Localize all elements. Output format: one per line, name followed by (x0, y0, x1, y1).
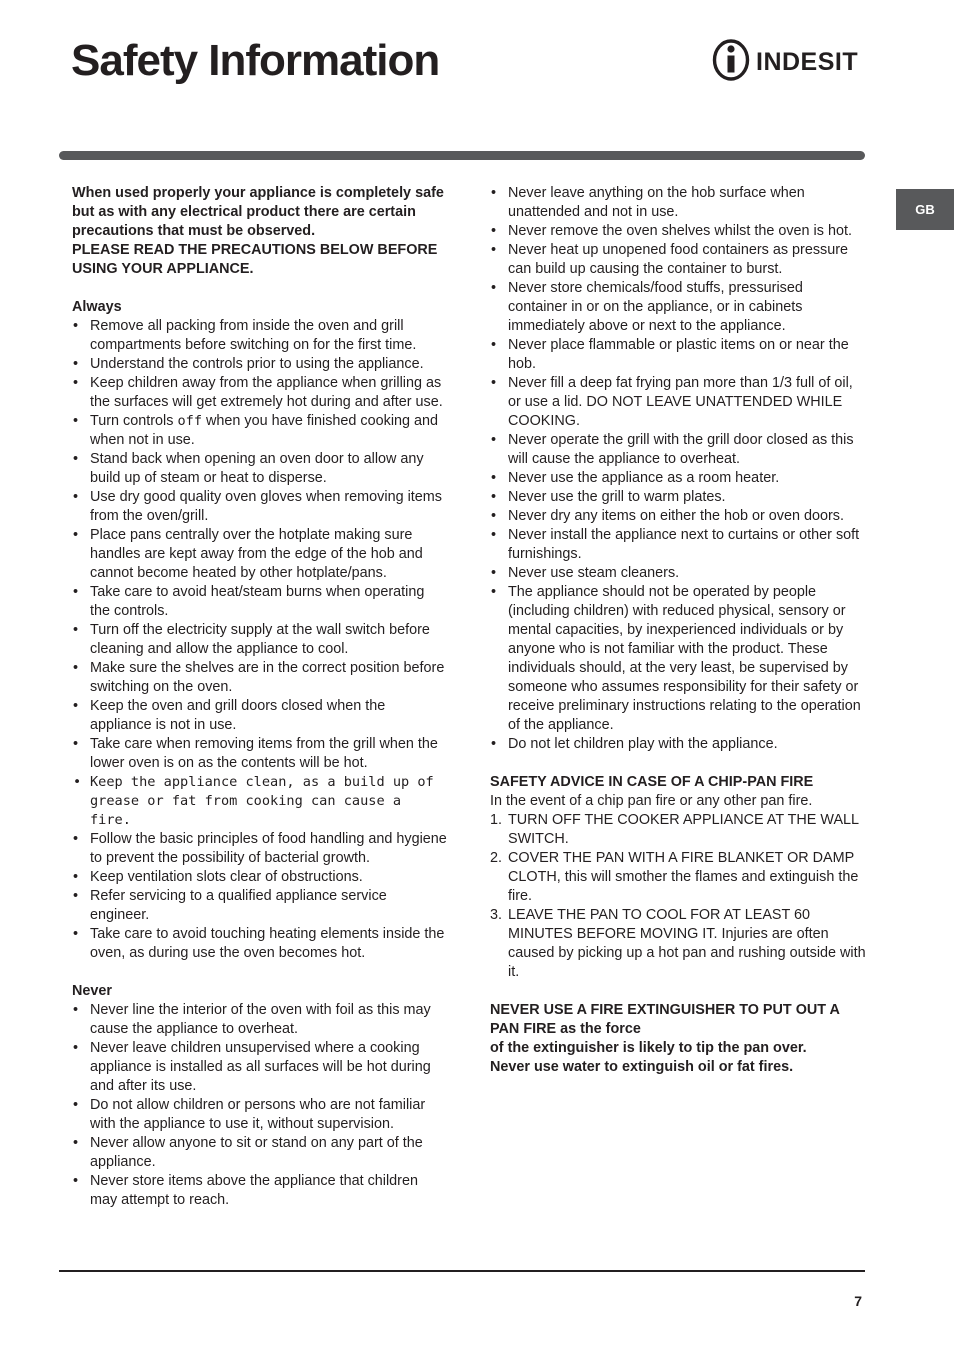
always-list (72, 317, 448, 963)
indesit-logo (712, 38, 868, 82)
language-tab: GB (896, 189, 954, 230)
list-item: • Take care when removing items from the grill when the lower oven is on as the contents will be hot. (72, 735, 448, 773)
list-item: • The appliance should not be operated by people (including children) with reduced physical, sensory or mental capacities, by inexperienced individuals or by anyone who is not familiar with the product. These individuals should, at the very least, be supervised by someone who assumes responsibility for their safety or receive preliminary instructions relating to the operation of the appliance. (490, 583, 866, 735)
list-item: • Never heat up unopened food containers as pressure can build up causing the container to burst. (490, 241, 866, 279)
list-item: • Keep children away from the appliance when grilling as the surfaces will get extremely hot during and after use. (72, 374, 448, 412)
list-item: • Never allow anyone to sit or stand on any part of the appliance. (72, 1134, 448, 1172)
item-text: Turn controls (90, 413, 178, 429)
list-item: • Never remove the oven shelves whilst the oven is hot. (490, 222, 866, 241)
step-text: COVER THE PAN WITH A FIRE BLANKET OR DAMP CLOTH, this will smother the flames and extinguish the fire. (508, 850, 859, 904)
never-list-continued (490, 184, 866, 754)
list-item: • Never use the appliance as a room heater. (490, 469, 866, 488)
list-item: • Follow the basic principles of food handling and hygiene to prevent the possibility of bacterial growth. (72, 830, 448, 868)
list-item: • Never use steam cleaners. (490, 564, 866, 583)
list-item: • Place pans centrally over the hotplate making sure handles are kept away from the edge of the hob and cannot become heated by other hotplate/pans. (72, 526, 448, 583)
intro-warning: PLEASE READ THE PRECAUTIONS BELOW BEFORE USING YOUR APPLIANCE. (72, 242, 438, 277)
footer-rule (59, 1270, 865, 1272)
list-item: • Make sure the shelves are in the correct position before switching on the oven. (72, 659, 448, 697)
list-item: • Keep the appliance clean, as a build up of grease or fat from cooking can cause a fire. (72, 773, 448, 830)
step-number: 1. (490, 812, 503, 828)
list-item: • Never leave anything on the hob surface when unattended and not in use. (490, 184, 866, 222)
intro-text: When used properly your appliance is completely safe but as with any electrical product there are certain precautions that must be observed. (72, 185, 444, 239)
never-heading: Never (72, 983, 113, 999)
step-text: LEAVE THE PAN TO COOL FOR AT LEAST 60 MINUTES BEFORE MOVING IT. Injuries are often caused by picking up a hot pan and rushing outside with it. (508, 907, 866, 980)
list-item: • Keep ventilation slots clear of obstructions. (72, 868, 448, 887)
step-number: 2. (490, 850, 503, 866)
chip-pan-heading: SAFETY ADVICE IN CASE OF A CHIP-PAN FIRE (490, 774, 814, 790)
list-item: • Never line the interior of the oven with foil as this may cause the appliance to overheat. (72, 1001, 448, 1039)
list-item: • Use dry good quality oven gloves when removing items from the oven/grill. (72, 488, 448, 526)
list-item: • Never install the appliance next to curtains or other soft furnishings. (490, 526, 866, 564)
step-text: TURN OFF THE COOKER APPLIANCE AT THE WALL SWITCH. (508, 812, 859, 847)
chip-pan-steps (490, 811, 866, 982)
list-item (72, 412, 448, 450)
page-title: Safety Information (71, 36, 440, 85)
step-item (490, 906, 866, 982)
list-item: • Keep the oven and grill doors closed when the appliance is not in use. (72, 697, 448, 735)
list-item: • Turn off the electricity supply at the wall switch before cleaning and allow the appliance to cool. (72, 621, 448, 659)
off-keyword: off (177, 413, 203, 429)
list-item: • Never operate the grill with the grill door closed as this will cause the appliance to overheat. (490, 431, 866, 469)
extinguisher-warning: of the extinguisher is likely to tip the pan over. (490, 1040, 807, 1056)
step-number: 3. (490, 907, 503, 923)
list-item: • Never dry any items on either the hob or oven doors. (490, 507, 866, 526)
list-item: • Never place flammable or plastic items on or near the hob. (490, 336, 866, 374)
step-item (490, 811, 866, 849)
list-item: • Never use the grill to warm plates. (490, 488, 866, 507)
list-item: • Never store items above the appliance that children may attempt to reach. (72, 1172, 448, 1210)
list-item: • Understand the controls prior to using the appliance. (72, 355, 448, 374)
always-heading: Always (72, 299, 122, 315)
item-text: when you have finished cooking and when not in use. (90, 413, 439, 448)
list-item: • Do not allow children or persons who are not familiar with the appliance to use it, without supervision. (72, 1096, 448, 1134)
left-column (72, 184, 448, 1210)
list-item: • Stand back when opening an oven door to allow any build up of steam or heat to disperse. (72, 450, 448, 488)
page-number: 7 (854, 1293, 862, 1309)
chip-pan-intro: In the event of a chip pan fire or any other pan fire. (490, 793, 813, 809)
list-item: • Do not let children play with the appliance. (490, 735, 866, 754)
list-item: • Never fill a deep fat frying pan more than 1/3 full of oil, or use a lid. DO NOT LEAVE UNATTENDED WHILE COOKING. (490, 374, 866, 431)
list-item: • Take care to avoid touching heating elements inside the oven, as during use the oven becomes hot. (72, 925, 448, 963)
extinguisher-warning: NEVER USE A FIRE EXTINGUISHER TO PUT OUT A PAN FIRE as the force (490, 1002, 840, 1037)
list-item: • Remove all packing from inside the oven and grill compartments before switching on for the first time. (72, 317, 448, 355)
right-column (490, 184, 866, 1077)
list-item: • Refer servicing to a qualified appliance service engineer. (72, 887, 448, 925)
never-list (72, 1001, 448, 1210)
header-rule (59, 151, 865, 160)
list-item: • Never store chemicals/food stuffs, pressurised container in or on the appliance, or in cabinets immediately above or next to the appliance. (490, 279, 866, 336)
brand-wordmark: INDESIT (756, 48, 859, 76)
list-item: • Take care to avoid heat/steam burns when operating the controls. (72, 583, 448, 621)
list-item: • Never leave children unsupervised where a cooking appliance is installed as all surfaces will be hot during and after its use. (72, 1039, 448, 1096)
water-warning: Never use water to extinguish oil or fat fires. (490, 1059, 794, 1075)
step-item (490, 849, 866, 906)
